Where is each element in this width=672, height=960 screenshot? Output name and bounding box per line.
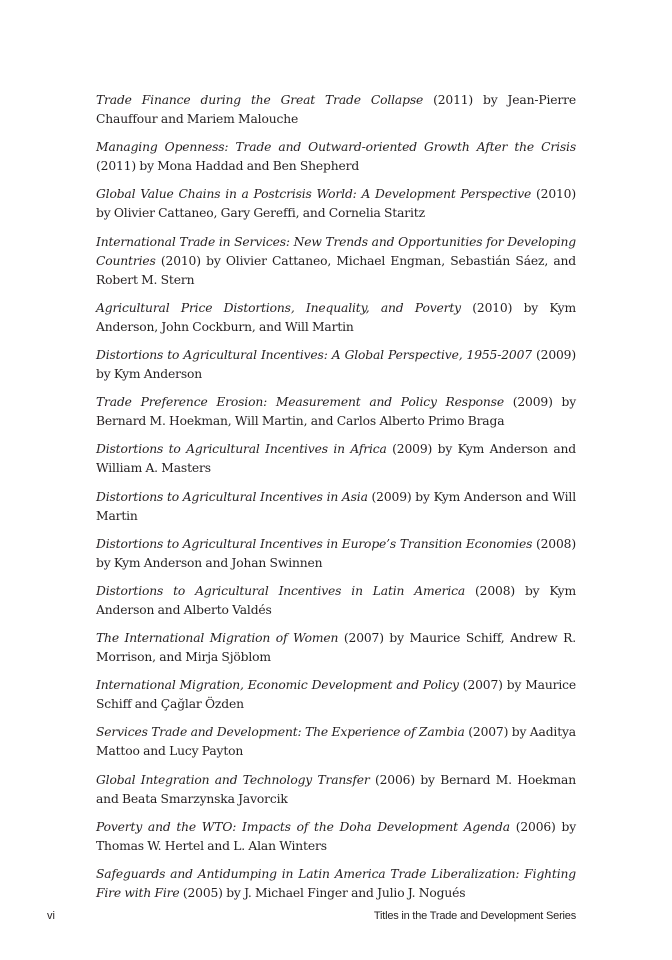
- book-details: (2007) by Aaditya Mattoo and Lucy Payton: [96, 725, 576, 759]
- book-details: (2006) by Bernard M. Hoekman and Beata Smarzynska Javorcik: [96, 772, 576, 806]
- book-details: (2009) by Kym Anderson: [96, 347, 576, 381]
- title-list: [96, 91, 576, 912]
- book-title: Global Value Chains in a Postcrisis World: A Development Perspective: [96, 187, 532, 202]
- book-details: (2008) by Kym Anderson and Alberto Valdés: [96, 583, 576, 617]
- book-details: (2009) by Kym Anderson and William A. Masters: [96, 442, 576, 476]
- book-title: Agricultural Price Distortions, Inequality, and Poverty: [96, 300, 461, 315]
- list-item: [96, 771, 576, 809]
- list-item: [96, 393, 576, 431]
- book-title: Distortions to Agricultural Incentives in Europe’s Transition Economies: [96, 536, 533, 551]
- book-title: Distortions to Agricultural Incentives in Latin America: [96, 583, 466, 598]
- list-item: [96, 818, 576, 856]
- book-details: (2009) by Kym Anderson and Will Martin: [96, 489, 576, 523]
- list-item: [96, 233, 576, 290]
- book-title: Trade Finance during the Great Trade Collapse: [96, 93, 424, 107]
- list-item: [96, 185, 576, 223]
- book-details: (2011) by Jean-Pierre Chauffour and Mariem Malouche: [96, 93, 576, 126]
- list-item: [96, 91, 576, 129]
- book-title: Distortions to Agricultural Incentives in Africa: [96, 442, 387, 457]
- book-details: (2006) by Thomas W. Hertel and L. Alan Winters: [96, 819, 576, 853]
- list-item: [96, 723, 576, 761]
- list-item: [96, 865, 576, 903]
- book-details: (2008) by Kym Anderson and Johan Swinnen: [96, 536, 576, 570]
- book-details: (2010) by Kym Anderson, John Cockburn, and Will Martin: [96, 300, 576, 334]
- book-details: (2007) by Maurice Schiff, Andrew R. Morrison, and Mirja Sjöblom: [96, 631, 576, 665]
- list-item: [96, 629, 576, 667]
- list-item: [96, 138, 576, 176]
- page-number: vi: [47, 910, 55, 922]
- book-title: Poverty and the WTO: Impacts of the Doha Development Agenda: [96, 819, 510, 834]
- book-title: Services Trade and Development: The Experience of Zambia: [96, 725, 465, 740]
- book-title: Global Integration and Technology Transfer: [96, 772, 370, 787]
- book-title: The International Migration of Women: [96, 631, 339, 646]
- list-item: [96, 582, 576, 620]
- book-title: Trade Preference Erosion: Measurement and Policy Response: [96, 395, 504, 410]
- book-details: (2005) by J. Michael Finger and Julio J. Nogués: [179, 886, 466, 900]
- book-title: Managing Openness: Trade and Outward-oriented Growth After the Crisis: [96, 140, 576, 155]
- book-title: Distortions to Agricultural Incentives in Asia: [96, 489, 368, 504]
- list-item: [96, 346, 576, 384]
- book-title: Distortions to Agricultural Incentives: A Global Perspective, 1955-2007: [96, 347, 532, 362]
- book-details: (2010) by Olivier Cattaneo, Gary Gereffi, and Cornelia Staritz: [96, 187, 576, 221]
- list-item: [96, 299, 576, 337]
- book-details: (2011) by Mona Haddad and Ben Shepherd: [96, 159, 360, 174]
- book-details: (2007) by Maurice Schiff and Çağlar Özden: [96, 678, 576, 712]
- book-details: (2009) by Bernard M. Hoekman, Will Martin, and Carlos Alberto Primo Braga: [96, 395, 576, 429]
- book-title: Safeguards and Antidumping in Latin America Trade Liberalization: Fighting Fire with Fire: [96, 867, 576, 900]
- list-item: [96, 676, 576, 714]
- list-item: [96, 488, 576, 526]
- list-item: [96, 535, 576, 573]
- book-title: International Migration, Economic Development and Policy: [96, 678, 459, 693]
- book-details: (2010) by Olivier Cattaneo, Michael Engman, Sebastián Sáez, and Robert M. Stern: [96, 253, 576, 287]
- list-item: [96, 440, 576, 478]
- book-title: International Trade in Services: New Trends and Opportunities for Developing Countries: [96, 234, 576, 268]
- running-footer-title: Titles in the Trade and Development Series: [373, 910, 576, 922]
